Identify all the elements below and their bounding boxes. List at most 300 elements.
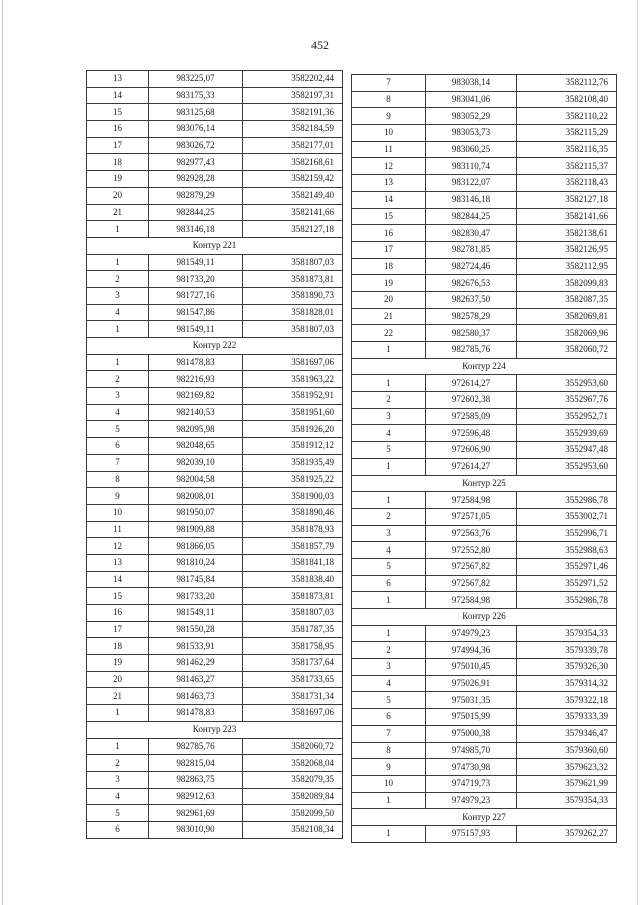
y-coordinate: 3582087,35 — [517, 291, 617, 308]
point-number: 9 — [87, 488, 149, 505]
point-number: 22 — [352, 325, 426, 342]
point-number: 21 — [352, 308, 426, 325]
x-coordinate: 982004,58 — [149, 471, 243, 488]
y-coordinate: 3579354,33 — [517, 792, 617, 809]
point-number: 20 — [352, 291, 426, 308]
table-row — [87, 171, 343, 188]
point-number: 15 — [87, 104, 149, 121]
table-row — [352, 709, 617, 726]
y-coordinate: 3581890,46 — [243, 504, 343, 521]
point-number: 14 — [87, 87, 149, 104]
y-coordinate: 3581828,01 — [243, 304, 343, 321]
point-number: 6 — [352, 575, 426, 592]
y-coordinate: 3582197,31 — [243, 87, 343, 104]
table-row — [87, 571, 343, 588]
y-coordinate: 3582127,18 — [517, 191, 617, 208]
point-number: 10 — [352, 775, 426, 792]
point-number: 13 — [352, 175, 426, 192]
y-coordinate: 3582115,29 — [517, 125, 617, 142]
point-number: 1 — [87, 705, 149, 722]
point-number: 21 — [87, 688, 149, 705]
y-coordinate: 3582118,43 — [517, 175, 617, 192]
point-number: 12 — [87, 538, 149, 555]
point-number: 4 — [352, 425, 426, 442]
point-number: 1 — [352, 375, 426, 392]
table-row — [87, 404, 343, 421]
y-coordinate: 3582079,35 — [243, 771, 343, 788]
table-row — [352, 508, 617, 525]
y-coordinate: 3581912,12 — [243, 438, 343, 455]
y-coordinate: 3579339,78 — [517, 642, 617, 659]
x-coordinate: 983225,07 — [149, 71, 243, 88]
contour-header-row — [87, 338, 343, 355]
table-row — [352, 175, 617, 192]
table-row — [87, 821, 343, 838]
point-number: 5 — [87, 805, 149, 822]
y-coordinate: 3582068,04 — [243, 755, 343, 772]
table-row — [352, 392, 617, 409]
y-coordinate: 3552986,78 — [517, 492, 617, 509]
y-coordinate: 3581890,73 — [243, 287, 343, 304]
x-coordinate: 983122,07 — [426, 175, 517, 192]
x-coordinate: 975026,91 — [426, 675, 517, 692]
y-coordinate: 3582138,61 — [517, 225, 617, 242]
point-number: 18 — [352, 258, 426, 275]
point-number: 11 — [87, 521, 149, 538]
point-number: 4 — [87, 404, 149, 421]
table-row — [352, 542, 617, 559]
y-coordinate: 3552952,71 — [517, 408, 617, 425]
x-coordinate: 982637,50 — [426, 291, 517, 308]
y-coordinate: 3552971,46 — [517, 558, 617, 575]
table-row — [352, 558, 617, 575]
point-number: 8 — [352, 91, 426, 108]
contour-title: Контур 221 — [87, 237, 343, 254]
y-coordinate: 3582168,61 — [243, 154, 343, 171]
table-row — [352, 442, 617, 459]
x-coordinate: 982781,85 — [426, 241, 517, 258]
contour-header-row — [352, 358, 617, 375]
scan-edge-right — [637, 0, 638, 905]
point-number: 1 — [352, 825, 426, 842]
table-row — [87, 154, 343, 171]
y-coordinate: 3582126,95 — [517, 241, 617, 258]
y-coordinate: 3582177,01 — [243, 137, 343, 154]
table-row — [87, 221, 343, 238]
y-coordinate: 3552988,63 — [517, 542, 617, 559]
point-number: 5 — [352, 558, 426, 575]
table-row — [87, 104, 343, 121]
point-number: 18 — [87, 154, 149, 171]
x-coordinate: 981950,07 — [149, 504, 243, 521]
x-coordinate: 972584,98 — [426, 492, 517, 509]
y-coordinate: 3552967,76 — [517, 392, 617, 409]
x-coordinate: 975157,93 — [426, 825, 517, 842]
y-coordinate: 3579360,60 — [517, 742, 617, 759]
x-coordinate: 981733,20 — [149, 588, 243, 605]
table-row — [87, 705, 343, 722]
table-row — [352, 759, 617, 776]
x-coordinate: 981478,83 — [149, 354, 243, 371]
point-number: 19 — [87, 171, 149, 188]
x-coordinate: 975000,38 — [426, 725, 517, 742]
table-row — [87, 805, 343, 822]
y-coordinate: 3581963,22 — [243, 371, 343, 388]
point-number: 15 — [352, 208, 426, 225]
x-coordinate: 983010,90 — [149, 821, 243, 838]
point-number: 2 — [352, 642, 426, 659]
coordinates-table-left — [86, 70, 343, 839]
table-row — [87, 204, 343, 221]
table-row — [352, 592, 617, 609]
point-number: 3 — [87, 287, 149, 304]
y-coordinate: 3552939,69 — [517, 425, 617, 442]
table-row — [87, 388, 343, 405]
x-coordinate: 982785,76 — [149, 738, 243, 755]
x-coordinate: 974719,73 — [426, 775, 517, 792]
table-row — [87, 438, 343, 455]
table-row — [87, 71, 343, 88]
x-coordinate: 982844,25 — [149, 204, 243, 221]
x-coordinate: 972596,48 — [426, 425, 517, 442]
point-number: 16 — [352, 225, 426, 242]
y-coordinate: 3582099,83 — [517, 275, 617, 292]
y-coordinate: 3581925,22 — [243, 471, 343, 488]
point-number: 13 — [87, 554, 149, 571]
table-row — [352, 375, 617, 392]
table-row — [352, 642, 617, 659]
x-coordinate: 981733,20 — [149, 271, 243, 288]
y-coordinate: 3582116,35 — [517, 141, 617, 158]
y-coordinate: 3581878,93 — [243, 521, 343, 538]
y-coordinate: 3552971,52 — [517, 575, 617, 592]
point-number: 5 — [352, 692, 426, 709]
table-row — [87, 588, 343, 605]
x-coordinate: 982863,75 — [149, 771, 243, 788]
page-number: 452 — [311, 38, 329, 52]
point-number: 2 — [87, 755, 149, 772]
y-coordinate: 3579314,32 — [517, 675, 617, 692]
point-number: 9 — [352, 759, 426, 776]
contour-title: Контур 223 — [87, 721, 343, 738]
point-number: 16 — [87, 605, 149, 622]
x-coordinate: 981549,11 — [149, 254, 243, 271]
x-coordinate: 982724,46 — [426, 258, 517, 275]
table-row — [352, 825, 617, 842]
x-coordinate: 982785,76 — [426, 342, 517, 359]
point-number: 3 — [87, 388, 149, 405]
point-number: 4 — [87, 788, 149, 805]
y-coordinate: 3581807,03 — [243, 321, 343, 338]
table-row — [352, 659, 617, 676]
point-number: 1 — [352, 342, 426, 359]
point-number: 1 — [352, 592, 426, 609]
y-coordinate: 3552953,60 — [517, 375, 617, 392]
table-row — [352, 742, 617, 759]
x-coordinate: 983052,29 — [426, 108, 517, 125]
y-coordinate: 3579326,30 — [517, 659, 617, 676]
x-coordinate: 983175,33 — [149, 87, 243, 104]
table-row — [87, 421, 343, 438]
y-coordinate: 3582159,42 — [243, 171, 343, 188]
point-number: 1 — [87, 321, 149, 338]
x-coordinate: 982961,69 — [149, 805, 243, 822]
point-number: 19 — [87, 655, 149, 672]
x-coordinate: 981550,28 — [149, 621, 243, 638]
x-coordinate: 972606,90 — [426, 442, 517, 459]
point-number: 1 — [87, 738, 149, 755]
y-coordinate: 3581731,34 — [243, 688, 343, 705]
table-row — [87, 605, 343, 622]
table-row — [87, 671, 343, 688]
point-number: 12 — [352, 158, 426, 175]
table-row — [352, 108, 617, 125]
table-row — [87, 554, 343, 571]
y-coordinate: 3581951,60 — [243, 404, 343, 421]
coordinates-table-right — [351, 74, 617, 843]
y-coordinate: 3581857,79 — [243, 538, 343, 555]
x-coordinate: 972602,38 — [426, 392, 517, 409]
y-coordinate: 3582191,36 — [243, 104, 343, 121]
y-coordinate: 3579322,18 — [517, 692, 617, 709]
x-coordinate: 974985,70 — [426, 742, 517, 759]
point-number: 3 — [352, 408, 426, 425]
y-coordinate: 3552986,78 — [517, 592, 617, 609]
y-coordinate: 3582108,40 — [517, 91, 617, 108]
table-row — [352, 625, 617, 642]
table-row — [87, 254, 343, 271]
x-coordinate: 982815,04 — [149, 755, 243, 772]
point-number: 21 — [87, 204, 149, 221]
y-coordinate: 3581841,18 — [243, 554, 343, 571]
x-coordinate: 975031,35 — [426, 692, 517, 709]
point-number: 13 — [87, 71, 149, 88]
x-coordinate: 982039,10 — [149, 454, 243, 471]
x-coordinate: 983038,14 — [426, 75, 517, 92]
point-number: 5 — [87, 421, 149, 438]
point-number: 1 — [352, 625, 426, 642]
table-row — [352, 692, 617, 709]
x-coordinate: 982928,28 — [149, 171, 243, 188]
x-coordinate: 981745,84 — [149, 571, 243, 588]
y-coordinate: 3581697,06 — [243, 705, 343, 722]
x-coordinate: 972614,27 — [426, 375, 517, 392]
table-row — [352, 525, 617, 542]
table-row — [352, 225, 617, 242]
x-coordinate: 975015,99 — [426, 709, 517, 726]
y-coordinate: 3582069,81 — [517, 308, 617, 325]
point-number: 1 — [352, 492, 426, 509]
x-coordinate: 981810,24 — [149, 554, 243, 571]
table-row — [352, 241, 617, 258]
y-coordinate: 3582060,72 — [243, 738, 343, 755]
x-coordinate: 974994,36 — [426, 642, 517, 659]
x-coordinate: 972571,05 — [426, 508, 517, 525]
table-row — [352, 158, 617, 175]
point-number: 4 — [87, 304, 149, 321]
scan-edge-left — [2, 0, 3, 905]
y-coordinate: 3552947,48 — [517, 442, 617, 459]
y-coordinate: 3579333,39 — [517, 709, 617, 726]
table-row — [87, 738, 343, 755]
x-coordinate: 972563,76 — [426, 525, 517, 542]
point-number: 1 — [87, 254, 149, 271]
table-row — [87, 187, 343, 204]
x-coordinate: 983125,68 — [149, 104, 243, 121]
table-row — [87, 354, 343, 371]
x-coordinate: 974979,23 — [426, 625, 517, 642]
point-number: 17 — [87, 621, 149, 638]
x-coordinate: 983146,18 — [426, 191, 517, 208]
point-number: 18 — [87, 638, 149, 655]
x-coordinate: 982216,93 — [149, 371, 243, 388]
table-row — [352, 141, 617, 158]
point-number: 6 — [87, 438, 149, 455]
point-number: 1 — [87, 354, 149, 371]
table-row — [352, 408, 617, 425]
point-number: 11 — [352, 141, 426, 158]
x-coordinate: 983076,14 — [149, 121, 243, 138]
x-coordinate: 982140,53 — [149, 404, 243, 421]
contour-header-row — [352, 809, 617, 826]
point-number: 10 — [87, 504, 149, 521]
y-coordinate: 3581737,64 — [243, 655, 343, 672]
point-number: 3 — [87, 771, 149, 788]
point-number: 14 — [87, 571, 149, 588]
table-row — [352, 342, 617, 359]
point-number: 17 — [87, 137, 149, 154]
y-coordinate: 3582112,95 — [517, 258, 617, 275]
point-number: 19 — [352, 275, 426, 292]
y-coordinate: 3581926,20 — [243, 421, 343, 438]
y-coordinate: 3581807,03 — [243, 605, 343, 622]
table-row — [352, 675, 617, 692]
table-row — [87, 371, 343, 388]
contour-header-row — [87, 237, 343, 254]
table-row — [352, 125, 617, 142]
y-coordinate: 3581873,81 — [243, 588, 343, 605]
x-coordinate: 982830,47 — [426, 225, 517, 242]
y-coordinate: 3552996,71 — [517, 525, 617, 542]
point-number: 7 — [352, 725, 426, 742]
x-coordinate: 974979,23 — [426, 792, 517, 809]
table-row — [87, 271, 343, 288]
y-coordinate: 3581807,03 — [243, 254, 343, 271]
y-coordinate: 3581900,03 — [243, 488, 343, 505]
x-coordinate: 982048,65 — [149, 438, 243, 455]
point-number: 3 — [352, 659, 426, 676]
y-coordinate: 3581758,95 — [243, 638, 343, 655]
x-coordinate: 981727,16 — [149, 287, 243, 304]
x-coordinate: 982912,63 — [149, 788, 243, 805]
table-row — [87, 655, 343, 672]
y-coordinate: 3582115,37 — [517, 158, 617, 175]
point-number: 15 — [87, 588, 149, 605]
x-coordinate: 982676,53 — [426, 275, 517, 292]
x-coordinate: 983053,73 — [426, 125, 517, 142]
x-coordinate: 982580,37 — [426, 325, 517, 342]
y-coordinate: 3581787,35 — [243, 621, 343, 638]
table-row — [87, 638, 343, 655]
y-coordinate: 3582089,84 — [243, 788, 343, 805]
contour-title: Контур 222 — [87, 338, 343, 355]
x-coordinate: 981547,86 — [149, 304, 243, 321]
y-coordinate: 3582112,76 — [517, 75, 617, 92]
point-number: 14 — [352, 191, 426, 208]
x-coordinate: 972567,82 — [426, 558, 517, 575]
point-number: 6 — [352, 709, 426, 726]
x-coordinate: 981909,88 — [149, 521, 243, 538]
contour-header-row — [87, 721, 343, 738]
y-coordinate: 3579262,27 — [517, 825, 617, 842]
x-coordinate: 983146,18 — [149, 221, 243, 238]
point-number: 20 — [87, 187, 149, 204]
x-coordinate: 972552,80 — [426, 542, 517, 559]
table-row — [352, 425, 617, 442]
point-number: 2 — [352, 508, 426, 525]
y-coordinate: 3581952,91 — [243, 388, 343, 405]
y-coordinate: 3581838,40 — [243, 571, 343, 588]
y-coordinate: 3582141,66 — [243, 204, 343, 221]
y-coordinate: 3582060,72 — [517, 342, 617, 359]
y-coordinate: 3582149,40 — [243, 187, 343, 204]
y-coordinate: 3582184,59 — [243, 121, 343, 138]
table-row — [352, 458, 617, 475]
table-row — [87, 304, 343, 321]
x-coordinate: 981549,11 — [149, 605, 243, 622]
y-coordinate: 3579621,99 — [517, 775, 617, 792]
table-row — [352, 792, 617, 809]
table-row — [352, 75, 617, 92]
x-coordinate: 981549,11 — [149, 321, 243, 338]
y-coordinate: 3581697,06 — [243, 354, 343, 371]
y-coordinate: 3582069,96 — [517, 325, 617, 342]
y-coordinate: 3553002,71 — [517, 508, 617, 525]
point-number: 2 — [87, 271, 149, 288]
point-number: 16 — [87, 121, 149, 138]
point-number: 2 — [352, 392, 426, 409]
table-row — [352, 725, 617, 742]
contour-title: Контур 226 — [352, 609, 617, 626]
x-coordinate: 982578,29 — [426, 308, 517, 325]
x-coordinate: 981533,91 — [149, 638, 243, 655]
point-number: 7 — [87, 454, 149, 471]
table-row — [87, 287, 343, 304]
point-number: 6 — [87, 821, 149, 838]
y-coordinate: 3581935,49 — [243, 454, 343, 471]
y-coordinate: 3582202,44 — [243, 71, 343, 88]
x-coordinate: 975010,45 — [426, 659, 517, 676]
table-row — [352, 492, 617, 509]
x-coordinate: 981463,27 — [149, 671, 243, 688]
x-coordinate: 981463,73 — [149, 688, 243, 705]
x-coordinate: 983026,72 — [149, 137, 243, 154]
y-coordinate: 3579346,47 — [517, 725, 617, 742]
x-coordinate: 981866,05 — [149, 538, 243, 555]
x-coordinate: 972585,09 — [426, 408, 517, 425]
point-number: 20 — [87, 671, 149, 688]
x-coordinate: 982008,01 — [149, 488, 243, 505]
table-row — [352, 575, 617, 592]
table-row — [352, 258, 617, 275]
point-number: 8 — [87, 471, 149, 488]
contour-title: Контур 225 — [352, 475, 617, 492]
table-row — [87, 788, 343, 805]
point-number: 1 — [87, 221, 149, 238]
y-coordinate: 3582110,22 — [517, 108, 617, 125]
contour-header-row — [352, 475, 617, 492]
x-coordinate: 981462,29 — [149, 655, 243, 672]
